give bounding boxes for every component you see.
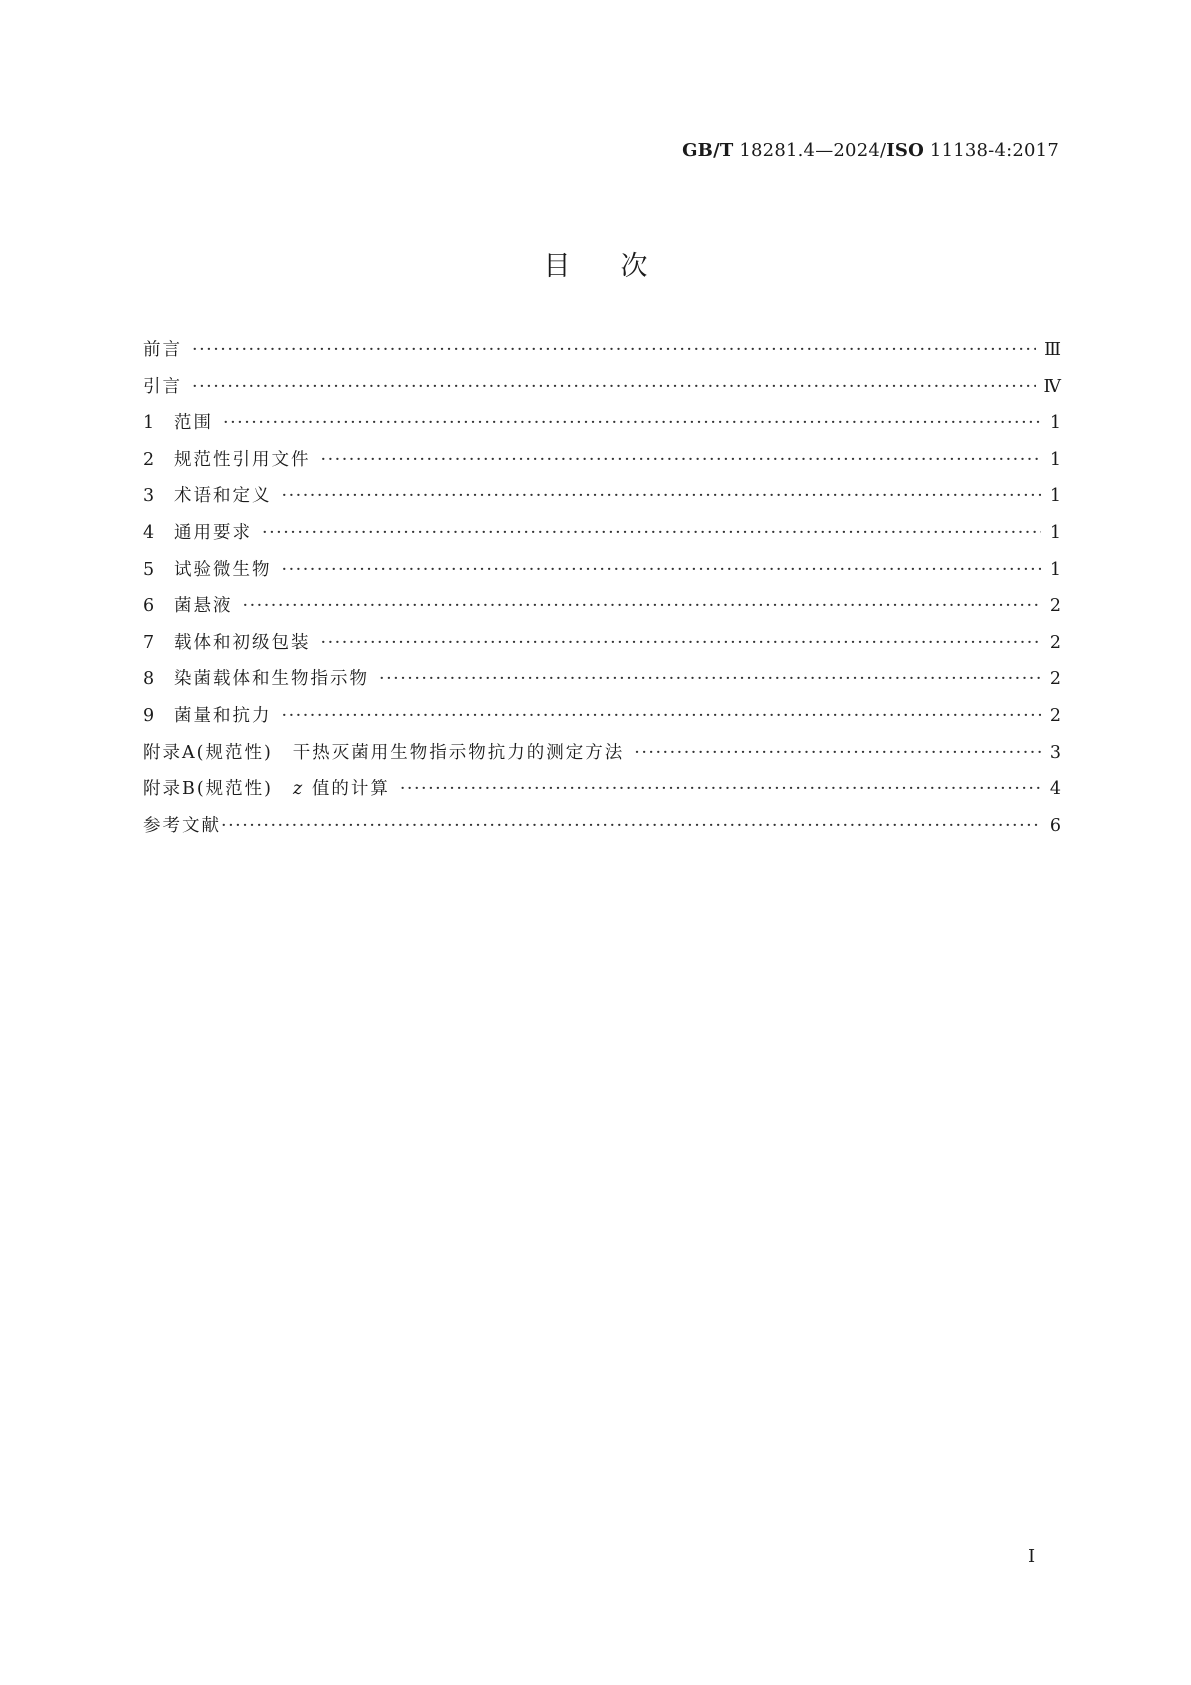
toc-entry[interactable] [143, 556, 1061, 593]
toc-entry-page: Ⅳ [1043, 376, 1061, 397]
toc-leader-dots [192, 377, 1036, 397]
toc-entry-page: 1 [1049, 559, 1061, 580]
toc-entry[interactable] [143, 373, 1061, 410]
toc-entry-page: 4 [1049, 779, 1061, 800]
toc-entry[interactable] [143, 702, 1061, 739]
toc-entry-label: 菌量和抗力 [174, 705, 272, 726]
toc-leader-dots [282, 560, 1042, 580]
toc-entry[interactable] [143, 665, 1061, 702]
toc-entry-page: 1 [1049, 522, 1061, 543]
toc-title: 目次 [543, 251, 698, 282]
annex-title-text: 值的计算 [304, 779, 390, 800]
toc-entry-annex-a[interactable] [143, 739, 1061, 776]
toc-leader-dots [321, 450, 1042, 470]
toc-entry-label: 参考文献 [143, 815, 221, 836]
toc-entry[interactable] [143, 446, 1061, 483]
toc-entry-page: 1 [1049, 413, 1061, 434]
toc-entry-page: 2 [1049, 596, 1061, 617]
standard-code-prefix: GB/T [682, 140, 734, 161]
toc-entry-number: 7 [143, 632, 155, 653]
page-number: Ⅰ [1028, 1546, 1036, 1567]
toc-entry[interactable] [143, 482, 1061, 519]
table-of-contents [143, 336, 1061, 848]
toc-entry-label: 引言 [143, 376, 182, 397]
toc-entry-label: 附录A(规范性) [143, 742, 273, 763]
z-symbol: z [293, 779, 305, 800]
toc-entry-page: Ⅲ [1044, 340, 1061, 360]
toc-entry-number: 2 [143, 449, 155, 470]
iso-prefix: ISO [886, 140, 924, 161]
toc-entry-page: 1 [1049, 486, 1061, 507]
toc-entry-page: 3 [1049, 742, 1061, 763]
toc-leader-dots [379, 669, 1041, 689]
toc-entry-label: 试验微生物 [174, 559, 272, 580]
toc-entry-number: 5 [143, 559, 155, 580]
toc-entry-annex-title: 干热灭菌用生物指示物抗力的测定方法 [292, 742, 625, 763]
toc-entry-number: 9 [143, 705, 155, 726]
toc-entry[interactable] [143, 592, 1061, 629]
toc-entry[interactable] [143, 409, 1061, 446]
toc-entry[interactable] [143, 336, 1061, 373]
toc-entry-number: 3 [143, 486, 155, 507]
toc-leader-dots [243, 596, 1042, 616]
toc-leader-dots [262, 523, 1041, 543]
toc-entry[interactable] [143, 812, 1061, 849]
toc-entry-number: 4 [143, 522, 155, 543]
toc-entry-number: 6 [143, 596, 155, 617]
standard-code [682, 140, 1059, 161]
toc-entry-page: 2 [1049, 669, 1061, 690]
toc-entry[interactable] [143, 519, 1061, 556]
toc-entry-label: 载体和初级包装 [174, 632, 311, 653]
toc-entry-annex-title [293, 775, 390, 800]
toc-entry-label: 术语和定义 [174, 486, 272, 507]
toc-entry-page: 1 [1049, 449, 1061, 470]
toc-entry-number: 1 [143, 413, 155, 434]
toc-entry-label: 范围 [174, 413, 213, 434]
toc-leader-dots [221, 816, 1041, 836]
toc-leader-dots [634, 743, 1041, 763]
toc-entry-page: 6 [1049, 815, 1061, 836]
toc-leader-dots [192, 340, 1036, 360]
toc-entry-annex-b[interactable] [143, 775, 1061, 812]
toc-entry-label: 菌悬液 [174, 596, 233, 617]
toc-entry-label: 前言 [143, 340, 182, 360]
toc-entry-label: 通用要求 [174, 522, 252, 543]
toc-leader-dots [400, 779, 1041, 799]
iso-number: 11138-4:2017 [924, 140, 1059, 161]
toc-leader-dots [282, 486, 1042, 506]
toc-leader-dots [321, 633, 1042, 653]
toc-entry-label: 规范性引用文件 [174, 449, 311, 470]
toc-entry-number: 8 [143, 669, 155, 690]
toc-entry-label: 附录B(规范性) [143, 779, 274, 800]
toc-entry-page: 2 [1049, 705, 1061, 726]
toc-leader-dots [282, 706, 1042, 726]
standard-code-number: 18281.4—2024/ [733, 140, 887, 161]
toc-entry-label: 染菌载体和生物指示物 [174, 669, 369, 690]
toc-entry-page: 2 [1049, 632, 1061, 653]
toc-leader-dots [223, 413, 1041, 433]
toc-entry[interactable] [143, 629, 1061, 666]
